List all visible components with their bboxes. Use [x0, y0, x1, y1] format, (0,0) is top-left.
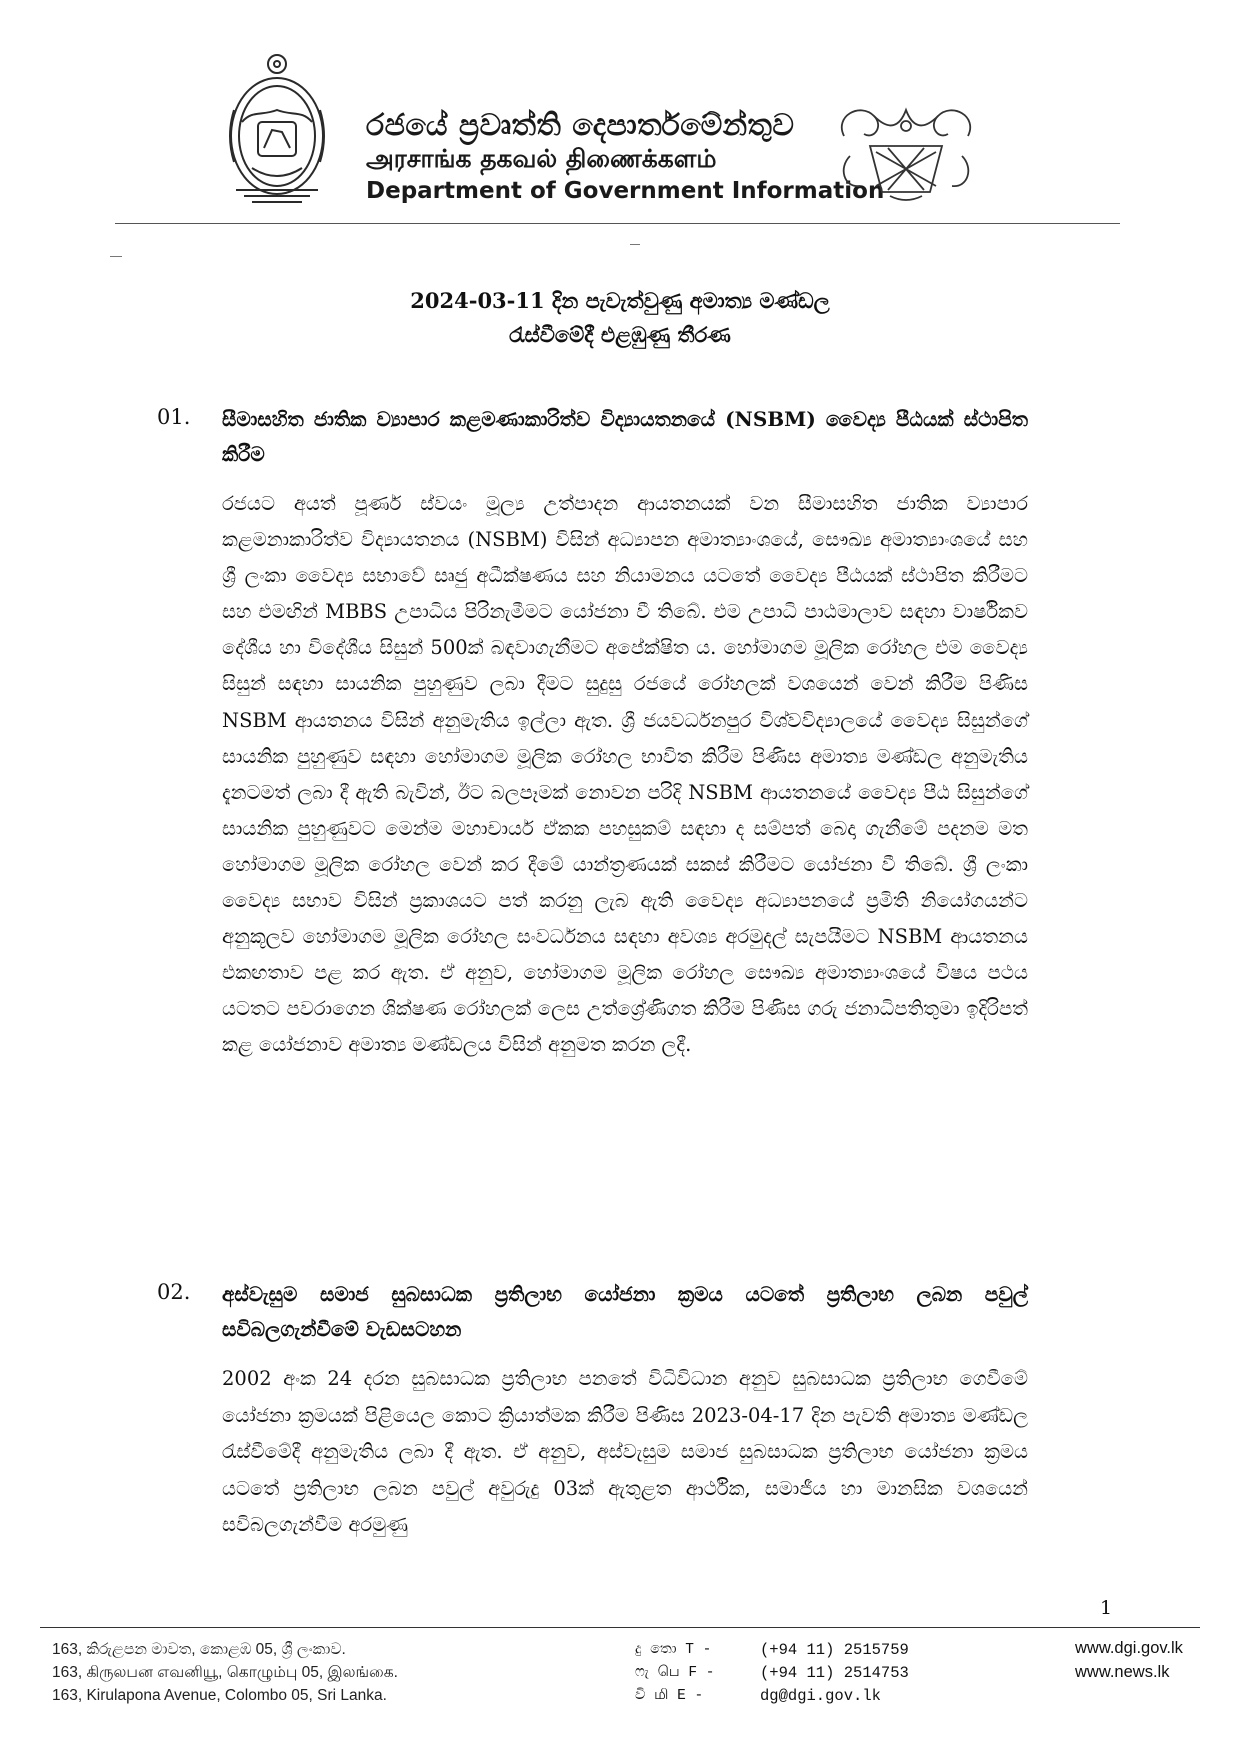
mark-dash — [630, 244, 640, 245]
section-heading: සීමාසහිත ජාතික ව්‍යාපාර කළමණාකාරිත්ව විද්‍යායතනයේ (NSBM) වෛද්‍ය පීඨයක් ස්ථාපිත කිරීම — [222, 407, 1028, 466]
footer-divider — [40, 1627, 1200, 1628]
page-number: 1 — [1100, 1597, 1113, 1619]
footer-fax: (+94 11) 2514753 — [760, 1664, 909, 1682]
section-heading: අස්වැසුම සමාජ සුබසාධක ප්‍රතිලාභ යෝජනා ක්‍රමය යටතේ ප්‍රතිලාභ ලබන පවුල් සවිබලගැන්වීමේ වැඩසටහන — [222, 1282, 1028, 1341]
section-body: 2002 අංක 24 දරන සුබසාධක ප්‍රතිලාභ පනතේ විධිවිධාන අනුව සුබසාධක ප්‍රතිලාභ ගෙවීමේ යෝජනා ක්‍රමයක් පිළියෙල කොට ක්‍රියාත්මක කිරීම පිණිස 2023-04-17 දින පැවති අමාත්‍ය මණ්ඩල රැස්වීමේදී අනුමැතිය ලබා දී ඇත. ඒ අනුව, අස්වැසුම සමාජ සුබසාධක ප්‍රතිලාභ යෝජනා ක්‍රමය යටතේ ප්‍රතිලාභ ලබන පවුල් අවුරුදු 03ක් ඇතුළත ආර්ථික, සමාජීය හා මානසික වශයෙන් සවිබලගැන්වීම අරමුණු — [222, 1367, 1028, 1536]
department-name-english: Department of Government Information — [366, 178, 885, 204]
sri-lanka-emblem-icon — [222, 50, 332, 210]
footer-address-sinhala: 163, කිරුළපන මාවත, කොළඹ 05, ශ්‍රී ලංකාව. — [52, 1641, 346, 1658]
footer-fax-label: ෆැ பெ F - — [635, 1665, 715, 1681]
footer-website-dgi: www.dgi.gov.lk — [1075, 1639, 1183, 1657]
section-number: 02. — [157, 1280, 191, 1304]
footer-email: dg@dgi.gov.lk — [760, 1687, 881, 1705]
traditional-ornament-icon — [830, 96, 982, 206]
document-title-line2: රැස්වීමේදී එළඹුණු තීරණ — [509, 322, 731, 347]
footer-email-label: වි மி E - — [635, 1688, 704, 1704]
footer-telephone: (+94 11) 2515759 — [760, 1641, 909, 1659]
header-divider — [115, 223, 1120, 224]
mark-dash — [110, 256, 122, 257]
section-number: 01. — [157, 405, 191, 429]
footer-address-english: 163, Kirulapona Avenue, Colombo 05, Sri Lanka. — [52, 1687, 387, 1704]
department-name-sinhala: රජයේ ප්‍රවෘත්ති දෙපාර්තමේන්තුව — [366, 108, 795, 143]
footer-address-tamil: 163, கிருலபன எவனியூ, கொழும்பு 05, இலங்கை. — [52, 1664, 398, 1681]
document-title-line1: 2024-03-11 දින පැවැත්වුණු අමාත්‍ය මණ්ඩල — [410, 288, 830, 313]
department-name-tamil: அரசாங்க தகவல் திணைக்களம் — [366, 144, 717, 173]
footer-telephone-label: දු තො T - — [635, 1642, 712, 1658]
footer-website-news: www.news.lk — [1075, 1663, 1170, 1681]
section-body: රජයට අයත් පූර්ණ ස්වයං මූල්‍ය උත්පාදන ආයතනයක් වන සීමාසහිත ජාතික ව්‍යාපාර කළමනාකාරිත්ව විද්‍යායතනය (NSBM) විසින් අධ්‍යාපන අමාත්‍යාංශයේ, සෞඛ්‍ය අමාත්‍යාංශයේ සහ ශ්‍රී ලංකා වෛද්‍ය සභාවේ සෘජු අධීක්ෂණය සහ නියාමනය යටතේ වෛද්‍ය පීඨයක් ස්ථාපිත කිරීමට සහ එමඟින් MBBS උපාධිය පිරිනැමීමට යෝජනා වී තිබේ. එම උපාධි පාඨමාලාව සඳහා වාර්ෂිකව දේශීය හා විදේශීය සිසුන් 500ක් බඳවාගැනීමට අපේක්ෂිත ය. හෝමාගම මූලික රෝහල එම වෛද්‍ය සිසුන් සඳහා සායනික පුහුණුව ලබා දීමට සුදුසු රජයේ රෝහලක් වශයෙන් වෙන් කිරීම පිණිස NSBM ආයතනය විසින් අනුමැතිය ඉල්ලා ඇත. ශ්‍රී ජයවර්ධනපුර විශ්වවිද්‍යාලයේ වෛද්‍ය සිසුන්ගේ සායනික පුහුණුව සඳහා හෝමාගම මූලික රෝහල භාවිත කිරීම පිණිස අමාත්‍ය මණ්ඩල අනුමැතිය දැනටමත් ලබා දී ඇති බැවින්, ඊට බලපෑමක් නොවන පරිදි NSBM ආයතනයේ වෛද්‍ය පීඨ සිසුන්ගේ සායනික පුහුණුවට මෙන්ම මහාචාර්ය ඒකක පහසුකම් සඳහා ද සම්පත් බෙදා ගැනීමේ පදනම මත හෝමාගම මූලික රෝහල වෙන් කර දීමේ යාන්ත්‍රණයක් සකස් කිරීමට යෝජනා වී තිබේ. ශ්‍රී ලංකා වෛද්‍ය සභාව විසින් ප්‍රකාශයට පත් කරනු ලැබ ඇති වෛද්‍ය අධ්‍යාපනයේ ප්‍රමිති නියෝගයන්ට අනුකූලව හෝමාගම මූලික රෝහල සංවර්ධනය සඳහා අවශ්‍ය අරමුදල් සැපයීමට NSBM ආයතනය එකඟතාව පළ කර ඇත. ඒ අනුව, හෝමාගම මූලික රෝහල සෞඛ්‍ය අමාත්‍යාංශයේ විෂය පථය යටතට පවරාගෙන ශික්ෂණ රෝහලක් ලෙස උත්ශ්‍රේණිගත කිරීම පිණිස ගරු ජනාධිපතිතුමා ඉදිරිපත් කළ යෝජනාව අමාත්‍ය මණ්ඩලය විසින් අනුමත කරන ලදී. — [222, 492, 1028, 1057]
